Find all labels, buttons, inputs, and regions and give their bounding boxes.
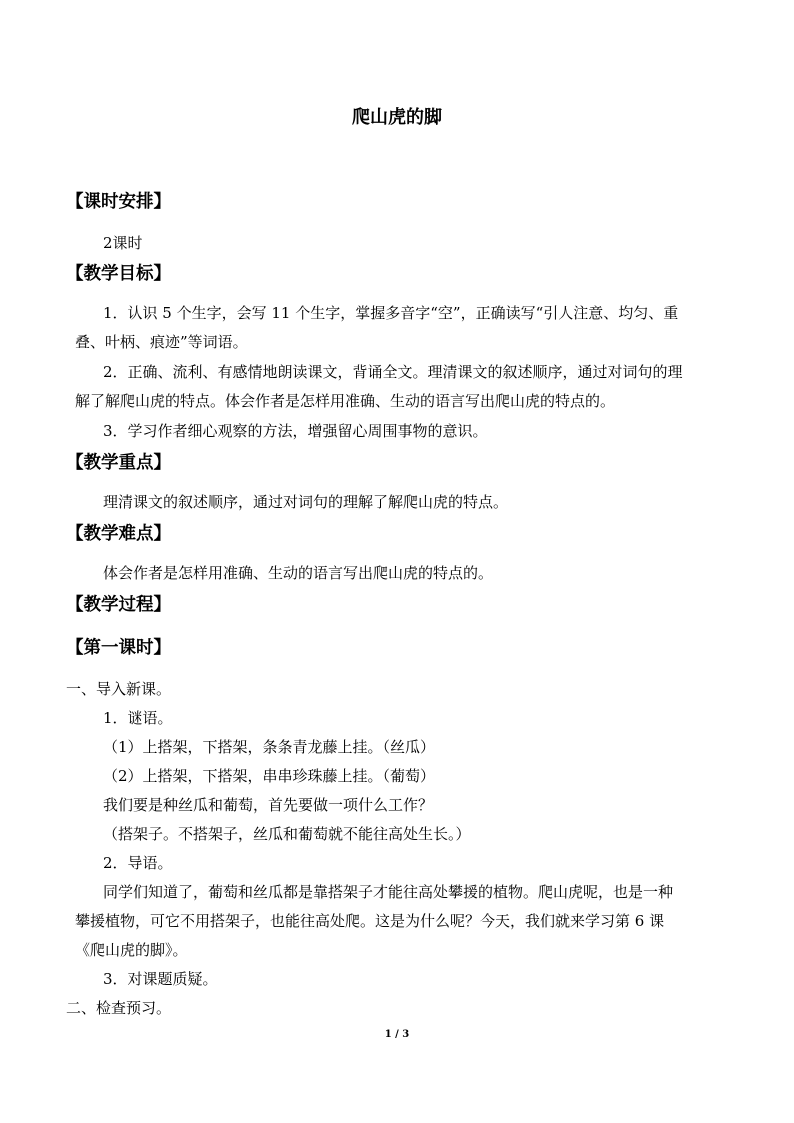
lesson1-line: 攀援植物，可它不用搭架子，也能往高处爬。这是为什么呢？今天，我们就来学习第 6 课	[75, 912, 665, 930]
lesson1-line: 二、检查预习。	[66, 999, 172, 1017]
difficult-text: 体会作者是怎样用准确、生动的语言写出爬山虎的特点的。	[103, 564, 494, 582]
lesson1-line: （2）上搭架，下搭架，串串珍珠藤上挂。（葡萄）	[103, 767, 436, 785]
lesson1-line: 《爬山虎的脚》。	[75, 941, 188, 959]
key-heading: 【教学重点】	[66, 453, 171, 473]
lesson1-line: 1．谜语。	[103, 709, 173, 727]
lesson1-heading: 【第一课时】	[66, 638, 171, 658]
goals-heading: 【教学目标】	[66, 264, 171, 284]
process-heading: 【教学过程】	[66, 595, 171, 615]
lesson1-line: 3．对课题质疑。	[103, 970, 218, 988]
goal-line: 2．正确、流利、有感情地朗读课文，背诵全文。理清课文的叙述顺序，通过对词句的理	[103, 363, 683, 381]
goal-line: 解了解爬山虎的特点。体会作者是怎样用准确、生动的语言写出爬山虎的特点的。	[75, 392, 616, 410]
lesson1-line: 我们要是种丝瓜和葡萄，首先要做一项什么工作？	[103, 796, 434, 814]
difficult-heading: 【教学难点】	[66, 524, 171, 544]
lesson1-line: （搭架子。不搭架子，丝瓜和葡萄就不能往高处生长。）	[103, 825, 471, 843]
schedule-heading: 【课时安排】	[66, 192, 171, 212]
goal-line: 3．学习作者细心观察的方法，增强留心周围事物的意识。	[103, 422, 488, 440]
lesson1-line: （1）上搭架，下搭架，条条青龙藤上挂。（丝瓜）	[103, 738, 436, 756]
lesson1-line: 同学们知道了，葡萄和丝瓜都是靠搭架子才能往高处攀援的植物。爬山虎呢，也是一种	[103, 883, 674, 901]
page-number: 1 / 3	[384, 1029, 410, 1040]
goal-line: 1．认识 5 个生字，会写 11 个生字，掌握多音字“空”，正确读写“引人注意、均匀、重	[103, 304, 679, 322]
lesson1-line: 2．导语。	[103, 854, 173, 872]
key-text: 理清课文的叙述顺序，通过对词句的理解了解爬山虎的特点。	[103, 493, 509, 511]
document-title: 爬山虎的脚	[352, 107, 442, 128]
goal-line: 叠、叶柄、痕迹”等词语。	[75, 333, 248, 351]
schedule-text: 2课时	[103, 234, 143, 252]
lesson1-line: 一、导入新课。	[66, 680, 172, 698]
